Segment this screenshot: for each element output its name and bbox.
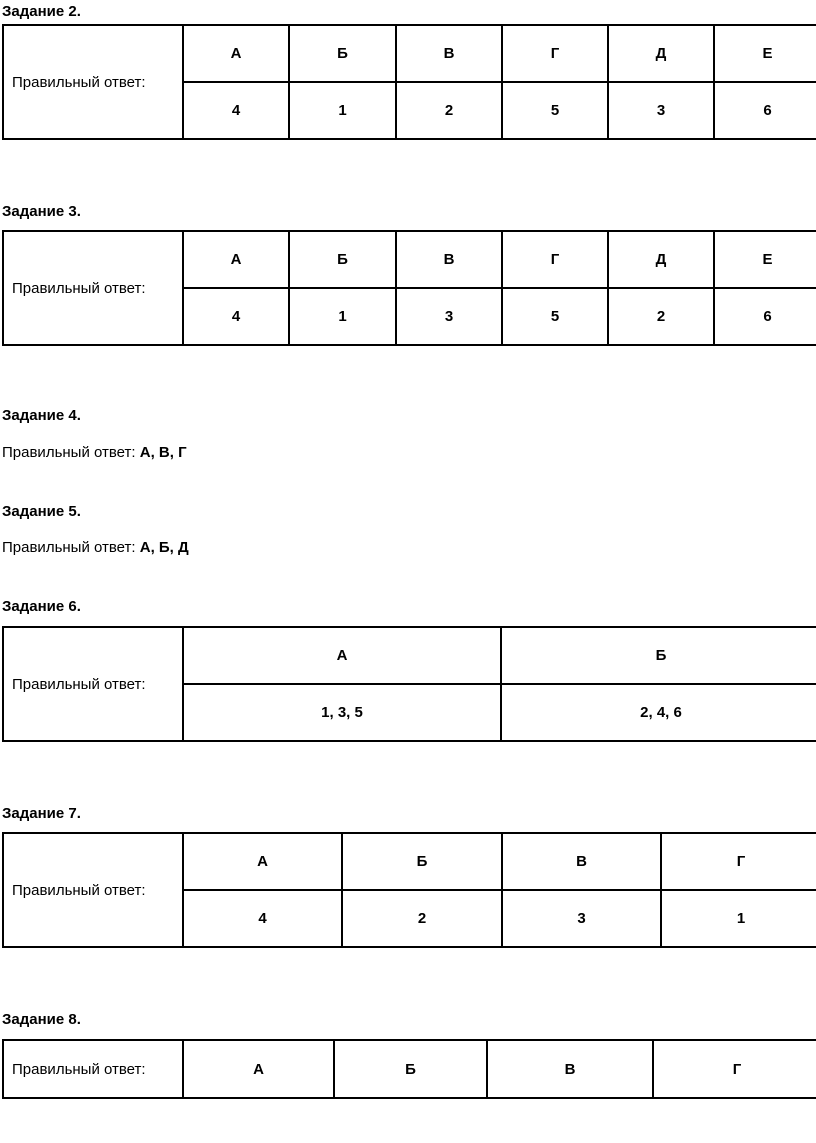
task-8-table xyxy=(2,1039,816,1099)
letter-cell: Д xyxy=(608,25,714,82)
answer-cell: 2 xyxy=(342,890,502,947)
answer-label: Правильный ответ: xyxy=(2,444,140,461)
letter-cell: В xyxy=(487,1040,653,1098)
answer-value: А, Б, Д xyxy=(139,539,189,556)
answer-cell: 4 xyxy=(183,288,289,345)
task-3-table xyxy=(2,230,816,346)
task-3-title: Задание 3. xyxy=(2,203,81,220)
letter-cell: Б xyxy=(289,25,396,82)
letter-cell: В xyxy=(396,25,502,82)
letter-cell: А xyxy=(183,1040,334,1098)
answer-label: Правильный ответ: xyxy=(3,1040,183,1098)
letter-cell: Б xyxy=(501,627,816,684)
letter-cell: В xyxy=(396,231,502,288)
letter-cell: Г xyxy=(502,231,608,288)
letter-cell: А xyxy=(183,833,342,890)
task-6-title: Задание 6. xyxy=(2,598,81,615)
task-4-answer-line xyxy=(2,444,187,462)
letter-cell: Г xyxy=(653,1040,816,1098)
answer-cell: 5 xyxy=(502,82,608,139)
answer-label: Правильный ответ: xyxy=(3,833,183,947)
letter-cell: Д xyxy=(608,231,714,288)
task-2-title: Задание 2. xyxy=(2,3,81,20)
task-8-title: Задание 8. xyxy=(2,1011,81,1028)
letter-cell: А xyxy=(183,25,289,82)
answer-cell: 3 xyxy=(502,890,661,947)
answer-cell: 2 xyxy=(396,82,502,139)
answer-cell: 5 xyxy=(502,288,608,345)
letter-cell: Б xyxy=(289,231,396,288)
letter-cell: Г xyxy=(502,25,608,82)
letter-cell: В xyxy=(502,833,661,890)
answer-cell: 6 xyxy=(714,82,816,139)
letter-cell: Г xyxy=(661,833,816,890)
answer-label: Правильный ответ: xyxy=(3,627,183,741)
answer-cell: 4 xyxy=(183,82,289,139)
letter-cell: Е xyxy=(714,231,816,288)
letter-cell: Б xyxy=(334,1040,487,1098)
task-5-answer-line xyxy=(2,539,189,557)
letter-cell: Е xyxy=(714,25,816,82)
answer-cell: 2 xyxy=(608,288,714,345)
answer-label: Правильный ответ: xyxy=(3,25,183,139)
answer-cell: 1 xyxy=(661,890,816,947)
letter-cell: Б xyxy=(342,833,502,890)
answer-cell: 6 xyxy=(714,288,816,345)
answer-value: А, В, Г xyxy=(139,444,187,461)
task-6-table xyxy=(2,626,816,742)
task-7-title: Задание 7. xyxy=(2,805,81,822)
answer-cell: 1 xyxy=(289,288,396,345)
answer-cell: 4 xyxy=(183,890,342,947)
answer-label: Правильный ответ: xyxy=(2,539,140,556)
answer-cell: 2, 4, 6 xyxy=(501,684,816,741)
task-4-title: Задание 4. xyxy=(2,407,81,424)
task-5-title: Задание 5. xyxy=(2,503,81,520)
answer-cell: 3 xyxy=(608,82,714,139)
letter-cell: А xyxy=(183,627,501,684)
answer-cell: 1, 3, 5 xyxy=(183,684,501,741)
answer-cell: 1 xyxy=(289,82,396,139)
task-2-table xyxy=(2,24,816,140)
task-7-table xyxy=(2,832,816,948)
letter-cell: А xyxy=(183,231,289,288)
answer-label: Правильный ответ: xyxy=(3,231,183,345)
answer-cell: 3 xyxy=(396,288,502,345)
